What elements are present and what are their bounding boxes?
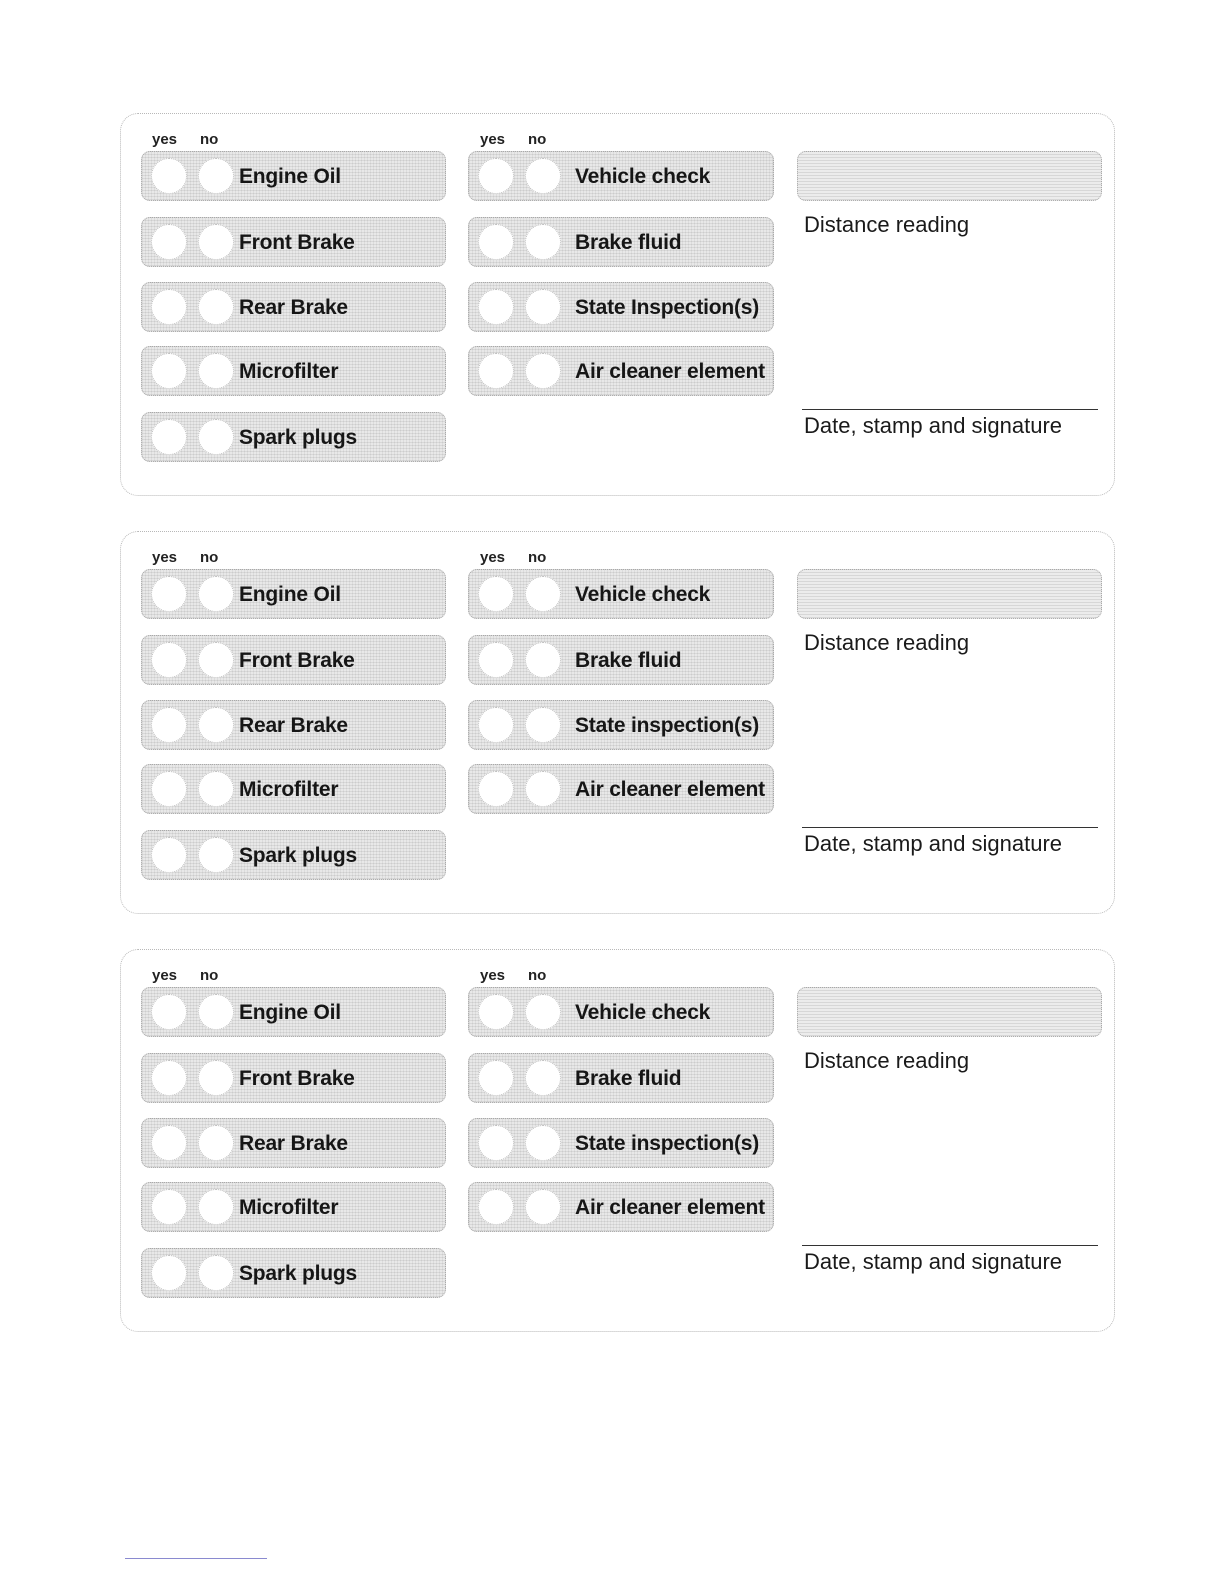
yes-label: yes <box>152 967 178 984</box>
item-label: Spark plugs <box>239 1262 357 1285</box>
item-spark-plugs <box>141 412 446 462</box>
item-label: Brake fluid <box>575 649 682 672</box>
no-checkbox[interactable] <box>198 224 234 260</box>
signature-line <box>802 827 1098 828</box>
no-label: no <box>528 131 547 148</box>
no-checkbox[interactable] <box>198 1060 234 1096</box>
distance-reading-label: Distance reading <box>804 630 970 655</box>
item-label: Front Brake <box>239 649 355 672</box>
item-vehicle-check <box>468 987 774 1037</box>
yes-checkbox[interactable] <box>151 1255 187 1291</box>
no-checkbox[interactable] <box>525 642 561 678</box>
yes-checkbox[interactable] <box>478 353 514 389</box>
item-label: Brake fluid <box>575 1067 682 1090</box>
item-engine-oil <box>141 987 446 1037</box>
item-state-inspection <box>468 1118 774 1168</box>
item-spark-plugs <box>141 830 446 880</box>
item-front-brake <box>141 635 446 685</box>
item-air-cleaner-element <box>468 764 774 814</box>
signature-line <box>802 1245 1098 1246</box>
distance-reading-label: Distance reading <box>804 1048 970 1073</box>
yes-checkbox[interactable] <box>478 1125 514 1161</box>
item-air-cleaner-element <box>468 346 774 396</box>
signature-line <box>802 409 1098 410</box>
item-label: Rear Brake <box>239 1132 348 1155</box>
yes-label: yes <box>480 549 506 566</box>
item-front-brake <box>141 1053 446 1103</box>
item-engine-oil <box>141 151 446 201</box>
no-checkbox[interactable] <box>525 707 561 743</box>
yes-checkbox[interactable] <box>151 1125 187 1161</box>
signature-label: Date, stamp and signature <box>804 1249 1063 1274</box>
no-checkbox[interactable] <box>525 1060 561 1096</box>
distance-reading-label: Distance reading <box>804 212 970 237</box>
item-rear-brake <box>141 1118 446 1168</box>
footnote-divider <box>125 1558 267 1559</box>
yes-checkbox[interactable] <box>478 642 514 678</box>
item-label: Rear Brake <box>239 714 348 737</box>
item-label: Vehicle check <box>575 1001 711 1024</box>
yes-checkbox[interactable] <box>151 707 187 743</box>
item-brake-fluid <box>468 1053 774 1103</box>
item-engine-oil <box>141 569 446 619</box>
item-label: Microfilter <box>239 778 339 801</box>
item-label: State inspection(s) <box>575 714 760 737</box>
no-checkbox[interactable] <box>198 771 234 807</box>
no-checkbox[interactable] <box>198 1125 234 1161</box>
item-microfilter <box>141 764 446 814</box>
item-label: Front Brake <box>239 1067 355 1090</box>
no-checkbox[interactable] <box>525 1189 561 1225</box>
service-record-1 <box>120 113 1115 496</box>
item-brake-fluid <box>468 635 774 685</box>
item-vehicle-check <box>468 569 774 619</box>
yes-checkbox[interactable] <box>151 994 187 1030</box>
no-checkbox[interactable] <box>525 994 561 1030</box>
item-rear-brake <box>141 282 446 332</box>
yes-checkbox[interactable] <box>151 576 187 612</box>
item-rear-brake <box>141 700 446 750</box>
no-checkbox[interactable] <box>198 642 234 678</box>
no-label: no <box>528 549 547 566</box>
no-checkbox[interactable] <box>198 994 234 1030</box>
distance-reading-field[interactable] <box>797 569 1102 619</box>
yes-label: yes <box>480 967 506 984</box>
item-label: Brake fluid <box>575 231 682 254</box>
item-label: Air cleaner element <box>575 778 765 801</box>
yes-checkbox[interactable] <box>151 837 187 873</box>
item-spark-plugs <box>141 1248 446 1298</box>
yes-checkbox[interactable] <box>151 158 187 194</box>
yes-checkbox[interactable] <box>478 158 514 194</box>
yes-checkbox[interactable] <box>151 224 187 260</box>
yes-checkbox[interactable] <box>151 1060 187 1096</box>
item-label: Microfilter <box>239 1196 339 1219</box>
item-label: Rear Brake <box>239 296 348 319</box>
yes-checkbox[interactable] <box>478 224 514 260</box>
no-checkbox[interactable] <box>525 224 561 260</box>
no-checkbox[interactable] <box>525 289 561 325</box>
item-label: Engine Oil <box>239 583 341 606</box>
yes-checkbox[interactable] <box>478 1189 514 1225</box>
item-vehicle-check <box>468 151 774 201</box>
item-label: Front Brake <box>239 231 355 254</box>
no-checkbox[interactable] <box>198 289 234 325</box>
no-checkbox[interactable] <box>198 353 234 389</box>
no-checkbox[interactable] <box>198 707 234 743</box>
item-label: Spark plugs <box>239 426 357 449</box>
item-label: Spark plugs <box>239 844 357 867</box>
item-air-cleaner-element <box>468 1182 774 1232</box>
item-microfilter <box>141 346 446 396</box>
item-label: Air cleaner element <box>575 1196 765 1219</box>
no-checkbox[interactable] <box>198 837 234 873</box>
item-state-inspection <box>468 700 774 750</box>
yes-checkbox[interactable] <box>478 771 514 807</box>
no-checkbox[interactable] <box>525 1125 561 1161</box>
no-checkbox[interactable] <box>198 576 234 612</box>
no-checkbox[interactable] <box>198 1189 234 1225</box>
yes-label: yes <box>152 131 178 148</box>
distance-reading-field[interactable] <box>797 151 1102 201</box>
item-label: Vehicle check <box>575 583 711 606</box>
item-label: Engine Oil <box>239 1001 341 1024</box>
no-checkbox[interactable] <box>198 158 234 194</box>
yes-checkbox[interactable] <box>478 1060 514 1096</box>
no-checkbox[interactable] <box>525 771 561 807</box>
yes-checkbox[interactable] <box>478 576 514 612</box>
no-label: no <box>200 967 219 984</box>
item-brake-fluid <box>468 217 774 267</box>
yes-label: yes <box>152 549 178 566</box>
item-label: Engine Oil <box>239 165 341 188</box>
service-record-3 <box>120 949 1115 1332</box>
no-checkbox[interactable] <box>198 1255 234 1291</box>
item-front-brake <box>141 217 446 267</box>
yes-label: yes <box>480 131 506 148</box>
signature-label: Date, stamp and signature <box>804 831 1063 856</box>
yes-checkbox[interactable] <box>151 289 187 325</box>
no-checkbox[interactable] <box>525 576 561 612</box>
no-label: no <box>200 131 219 148</box>
yes-checkbox[interactable] <box>151 771 187 807</box>
distance-reading-field[interactable] <box>797 987 1102 1037</box>
yes-checkbox[interactable] <box>478 994 514 1030</box>
yes-checkbox[interactable] <box>478 289 514 325</box>
item-label: State inspection(s) <box>575 1132 760 1155</box>
no-label: no <box>200 549 219 566</box>
yes-checkbox[interactable] <box>151 353 187 389</box>
signature-label: Date, stamp and signature <box>804 413 1063 438</box>
item-label: Microfilter <box>239 360 339 383</box>
no-checkbox[interactable] <box>525 158 561 194</box>
item-microfilter <box>141 1182 446 1232</box>
item-label: Air cleaner element <box>575 360 765 383</box>
yes-checkbox[interactable] <box>151 1189 187 1225</box>
item-state-inspection <box>468 282 774 332</box>
item-label: Vehicle check <box>575 165 711 188</box>
no-label: no <box>528 967 547 984</box>
yes-checkbox[interactable] <box>151 642 187 678</box>
item-label: State Inspection(s) <box>575 296 760 319</box>
no-checkbox[interactable] <box>525 353 561 389</box>
no-checkbox[interactable] <box>198 419 234 455</box>
yes-checkbox[interactable] <box>478 707 514 743</box>
yes-checkbox[interactable] <box>151 419 187 455</box>
service-record-2 <box>120 531 1115 914</box>
